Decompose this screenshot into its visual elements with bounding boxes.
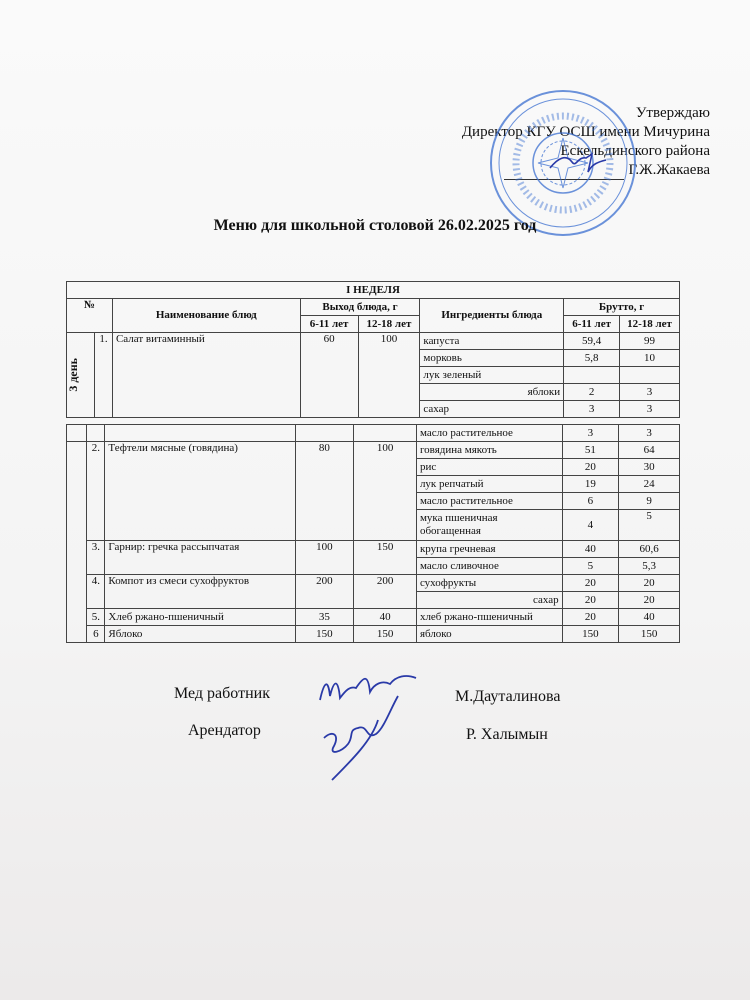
gross-1: 4 [562,510,619,541]
ingredient-name: говядина мякоть [416,442,562,459]
gross-2: 3 [620,401,680,418]
gross-1: 19 [562,476,619,493]
ingredient-name: масло растительное [416,425,562,442]
med-worker-name: М.Дауталинова [455,688,561,705]
ingredient-name: лук репчатый [416,476,562,493]
gross-1: 5 [562,558,619,575]
ingredient-name: крупа гречневая [416,541,562,558]
gross-1: 20 [562,459,619,476]
header-gross-age-2: 12-18 лет [620,316,680,333]
gross-2: 24 [619,476,680,493]
dish-output-2: 100 [354,442,417,541]
menu-table-part-2 [66,424,680,643]
dish-num: 2. [87,442,105,541]
empty-cell [105,425,295,442]
gross-2: 150 [619,626,680,643]
gross-2: 10 [620,350,680,367]
empty-cell [354,425,417,442]
gross-1: 3 [562,425,619,442]
dish-num: 6 [87,626,105,643]
gross-1: 59,4 [564,333,620,350]
gross-1: 51 [562,442,619,459]
ingredient-name: капуста [420,333,564,350]
dish-output-1: 200 [295,575,354,609]
dish-output-2: 100 [358,333,420,418]
director-signature-icon [548,150,608,178]
ingredient-name: морковь [420,350,564,367]
dish-output-1: 80 [295,442,354,541]
ingredient-name: масло сливочное [416,558,562,575]
table-row [67,626,680,643]
ingredient-name: яблоко [416,626,562,643]
gross-2: 5,3 [619,558,680,575]
dish-name: Гарнир: гречка рассыпчатая [105,541,295,575]
gross-2: 40 [619,609,680,626]
gross-1: 6 [562,493,619,510]
empty-cell [67,425,87,442]
director-name: Г.Ж.Жакаева [628,162,710,178]
gross-1: 20 [562,592,619,609]
table-row [67,425,680,442]
table-row [67,541,680,558]
gross-2 [620,367,680,384]
gross-1: 40 [562,541,619,558]
day-cell-cont [67,442,87,643]
dish-output-2: 40 [354,609,417,626]
approval-line-3: Ескельдинского района [560,143,710,159]
ingredient-name: лук зеленый [420,367,564,384]
dish-name: Яблоко [105,626,295,643]
header-ingredients: Ингредиенты блюда [420,299,564,333]
gross-2: 30 [619,459,680,476]
gross-2: 9 [619,493,680,510]
gross-2: 20 [619,575,680,592]
gross-1 [564,367,620,384]
dish-name: Тефтели мясные (говядина) [105,442,295,541]
dish-output-1: 100 [295,541,354,575]
gross-1: 3 [564,401,620,418]
table-row [67,575,680,592]
gross-1: 150 [562,626,619,643]
table-row [67,442,680,459]
header-name: Наименование блюд [112,299,300,333]
dish-output-2: 200 [354,575,417,609]
ingredient-name: масло растительное [416,493,562,510]
gross-2: 99 [620,333,680,350]
table-row [67,609,680,626]
approval-line-2: Директор КГУ ОСШ имени Мичурина [461,124,710,140]
dish-output-2: 150 [354,626,417,643]
week-header: I НЕДЕЛЯ [67,282,680,299]
gross-2: 3 [620,384,680,401]
dish-num: 4. [87,575,105,609]
gross-2: 5 [619,510,680,541]
dish-num: 5. [87,609,105,626]
menu-table-part-1 [66,281,680,418]
tenant-name: Р. Халымын [466,726,548,743]
dish-num: 1. [94,333,112,418]
header-gross: Брутто, г [564,299,680,316]
ingredient-name: яблоки [420,384,564,401]
empty-cell [87,425,105,442]
gross-1: 5,8 [564,350,620,367]
tenant-signature-icon [318,690,408,785]
ingredient-name: сахар [420,401,564,418]
gross-2: 3 [619,425,680,442]
day-label: 3 день [66,358,80,392]
gross-1: 20 [562,609,619,626]
gross-2: 64 [619,442,680,459]
dish-output-2: 150 [354,541,417,575]
header-gross-age-1: 6-11 лет [564,316,620,333]
empty-cell [295,425,354,442]
header-output: Выход блюда, г [300,299,420,316]
header-num: № [67,299,113,333]
ingredient-name: сахар [416,592,562,609]
ingredient-name: сухофрукты [416,575,562,592]
med-worker-label: Мед работник [174,685,270,702]
ingredient-name: мука пшеничная обогащенная [416,510,562,541]
header-output-age-1: 6-11 лет [300,316,358,333]
dish-num: 3. [87,541,105,575]
dish-name: Хлеб ржано-пшеничный [105,609,295,626]
day-label-cell [67,333,95,418]
gross-2: 60,6 [619,541,680,558]
ingredient-name: рис [416,459,562,476]
dish-name: Компот из смеси сухофруктов [105,575,295,609]
header-output-age-2: 12-18 лет [358,316,420,333]
dish-output-1: 150 [295,626,354,643]
dish-output-1: 60 [300,333,358,418]
approval-line-1: Утверждаю [635,105,710,121]
gross-1: 20 [562,575,619,592]
dish-name: Салат витаминный [112,333,300,418]
tenant-label: Арендатор [188,722,261,739]
table-row [67,333,680,350]
gross-1: 2 [564,384,620,401]
page-title: Меню для школьной столовой 26.02.2025 год [213,217,537,234]
dish-output-1: 35 [295,609,354,626]
gross-2: 20 [619,592,680,609]
ingredient-name: хлеб ржано-пшеничный [416,609,562,626]
